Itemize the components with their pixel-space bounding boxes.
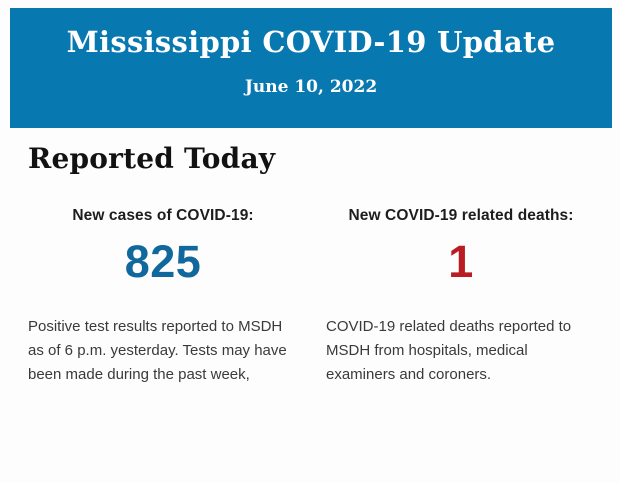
new-deaths-label: New COVID-19 related deaths: [348,207,574,224]
stat-new-cases [28,207,298,402]
new-cases-value: 825 [124,236,202,287]
page-title: Mississippi COVID-19 Update [66,25,556,59]
stats-grid [28,207,596,402]
stat-new-deaths [326,207,596,402]
header-banner [10,8,612,128]
new-cases-label: New cases of COVID-19: [72,207,254,224]
main-content [0,128,620,402]
new-deaths-value: 1 [448,236,474,287]
section-title: Reported Today [28,142,276,175]
report-date: June 10, 2022 [244,77,378,97]
new-cases-description: Positive test results reported to MSDH as of 6 p.m. yesterday. Tests may have been made during the past week, [28,318,287,383]
new-deaths-description: COVID-19 related deaths reported to MSDH from hospitals, medical examiners and coroners. [326,318,572,383]
